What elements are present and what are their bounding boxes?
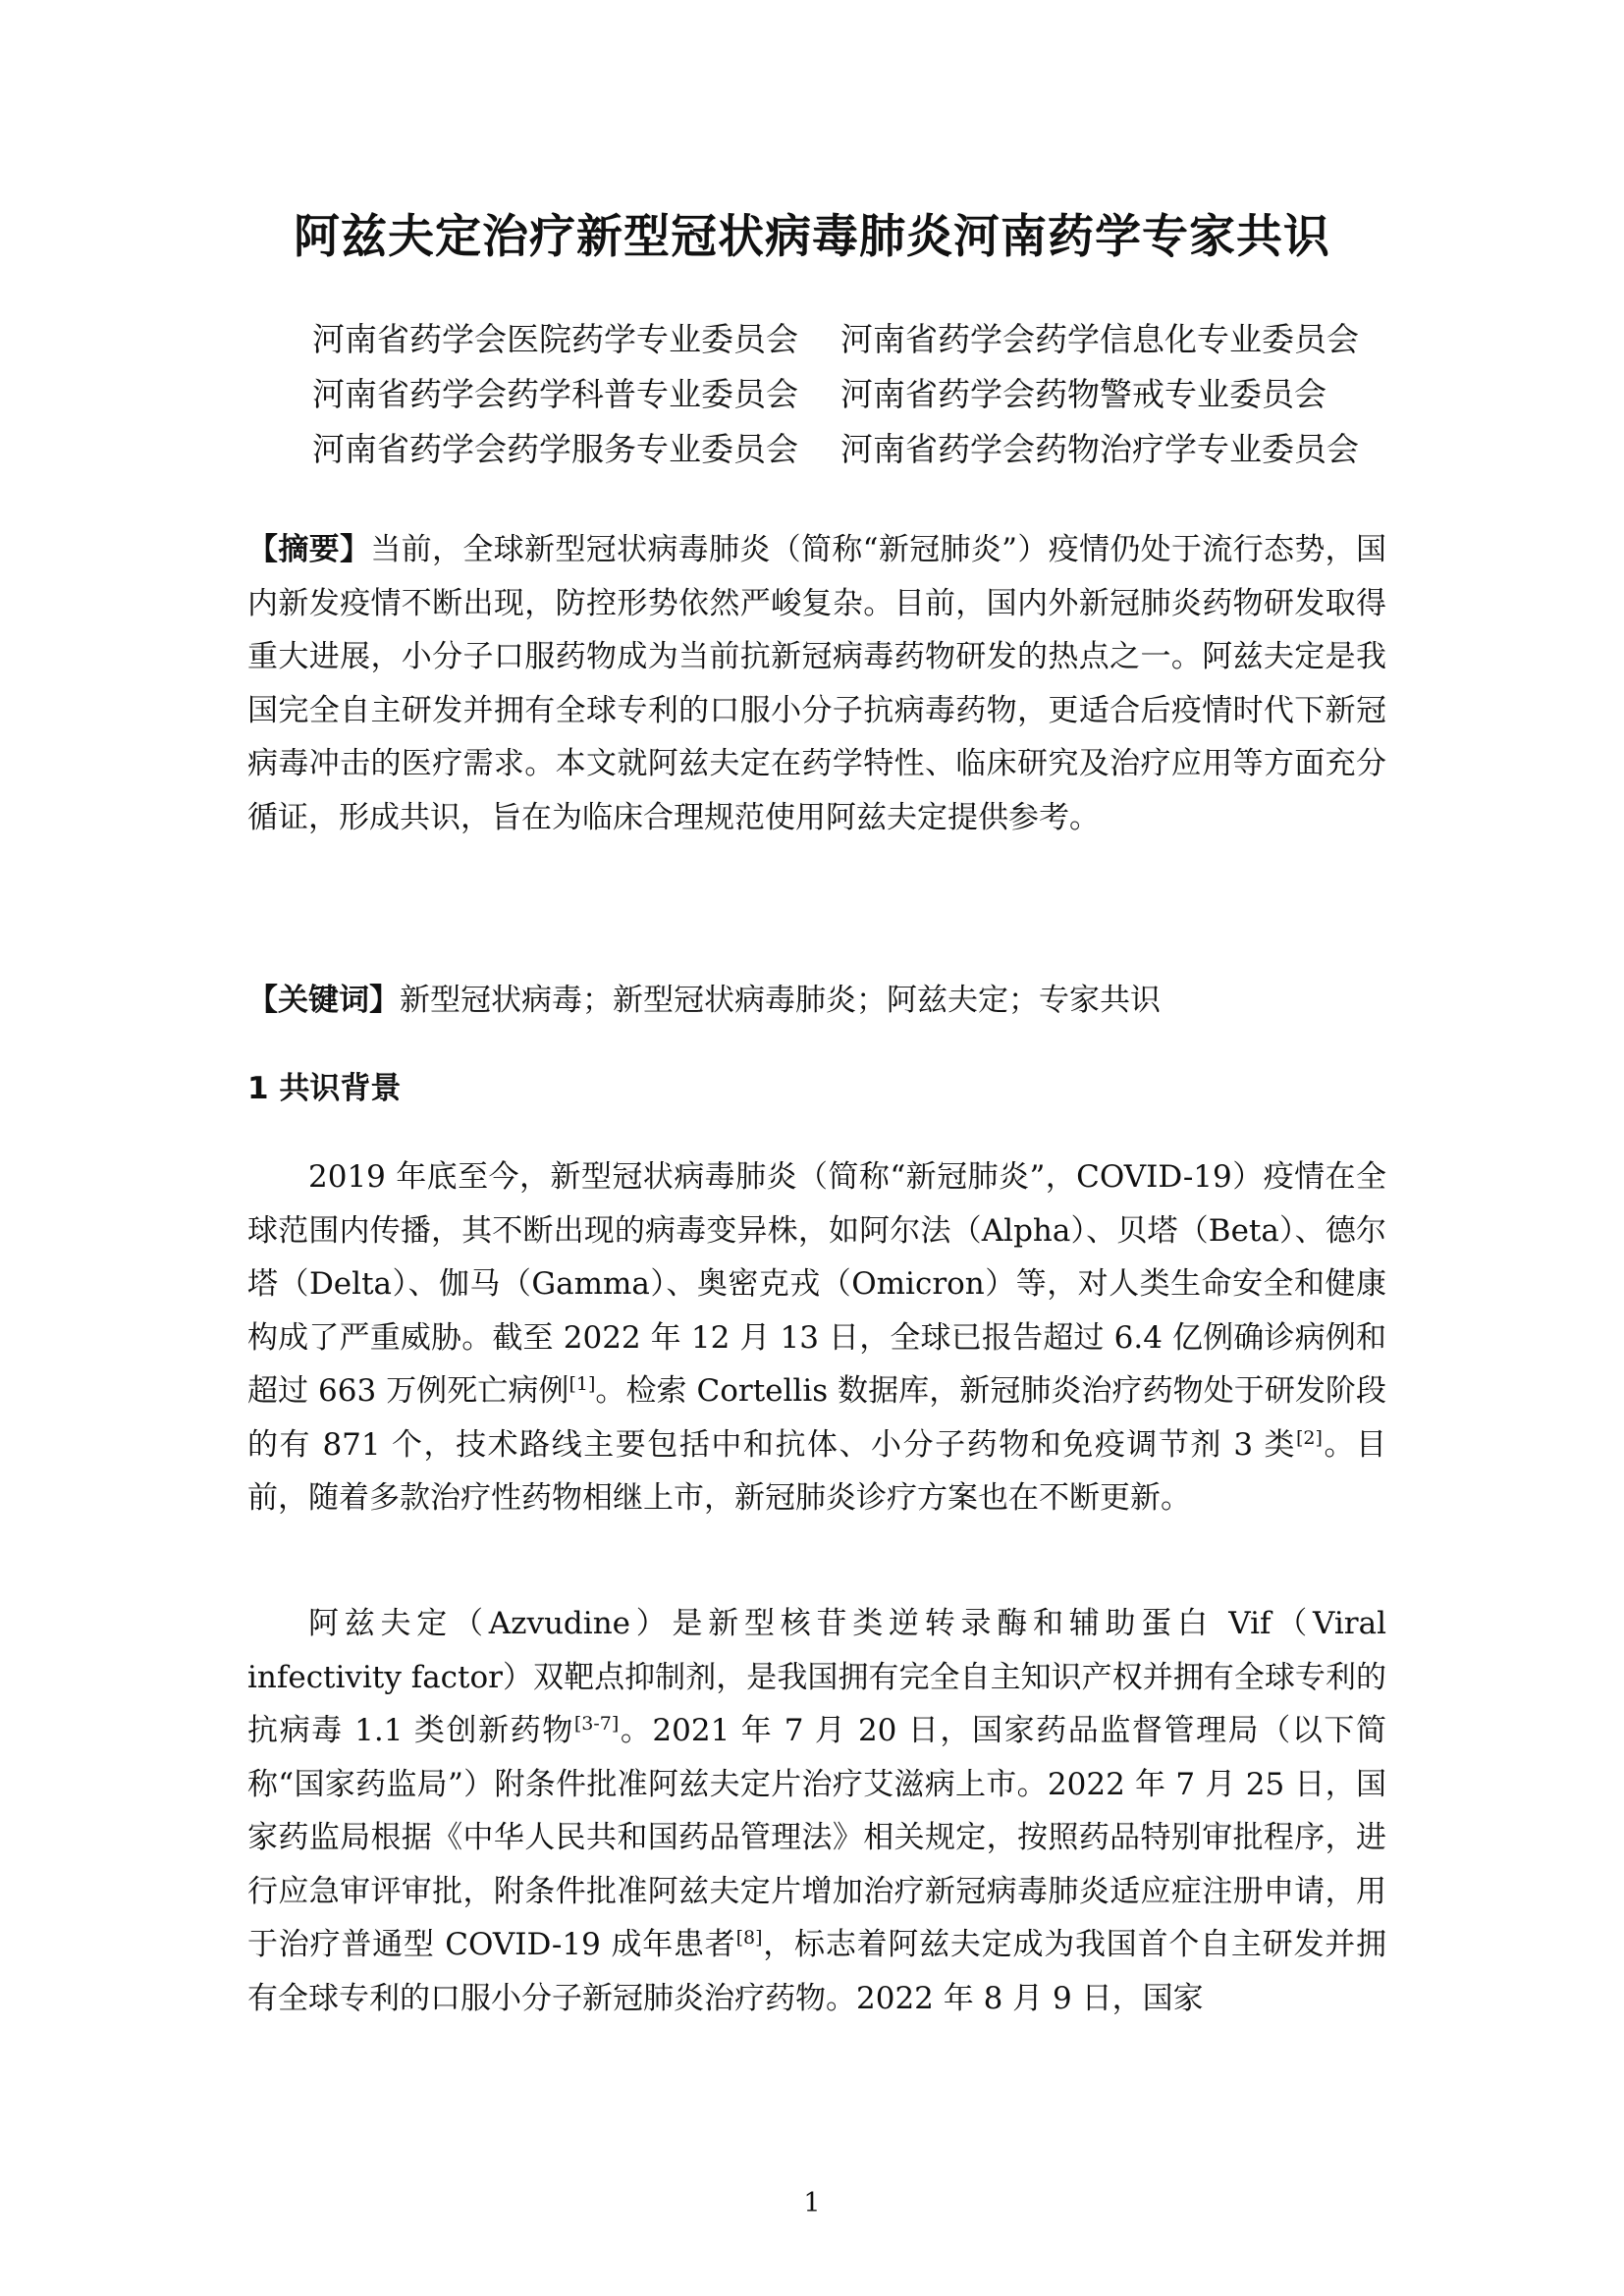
author-row	[312, 312, 1412, 367]
abstract-paragraph	[247, 523, 1386, 844]
author-list	[312, 312, 1412, 477]
author-committee: 河南省药学会药学服务专业委员会	[312, 430, 798, 468]
keywords-paragraph	[247, 974, 1386, 1028]
paragraph-text: 。2021 年 7 月 20 日，国家药品监督管理局（以下简称“国家药监局”）附条件批准阿兹夫定片治疗艾滋病上市。2022 年 7 月 25 日，国家药监局根据《中华人民共和国药品管理法》相关规定，按照药品特别审批程序，进行应急审评审批，附条件批准阿兹夫定片增加治疗新冠病毒肺炎适应症注册申请，用于治疗普通型 COVID-19 成年患者	[247, 1713, 1386, 1962]
citation-ref: [8]	[735, 1927, 763, 1949]
citation-ref: [1]	[568, 1373, 596, 1395]
body-paragraph	[247, 1150, 1386, 1525]
author-committee: 河南省药学会药学信息化专业委员会	[840, 320, 1359, 358]
keywords-label: 【关键词】	[247, 983, 400, 1018]
abstract-label: 【摘要】	[247, 532, 371, 567]
author-committee: 河南省药学会药物治疗学专业委员会	[840, 430, 1359, 468]
section-heading: 1 共识背景	[247, 1071, 402, 1106]
keywords-text: 新型冠状病毒；新型冠状病毒肺炎；阿兹夫定；专家共识	[400, 983, 1161, 1018]
paragraph-text: 阿兹夫定（Azvudine）是新型核苷类逆转录酶和辅助蛋白 Vif（Viral infectivity factor）双靶点抑制剂，是我国拥有完全自主知识产权并拥有全球专利的抗病毒 1.1 类创新药物	[247, 1606, 1386, 1748]
citation-ref: [3-7]	[573, 1713, 620, 1735]
abstract-text: 当前，全球新型冠状病毒肺炎（简称“新冠肺炎”）疫情仍处于流行态势，国内新发疫情不断出现，防控形势依然严峻复杂。目前，国内外新冠肺炎药物研发取得重大进展，小分子口服药物成为当前抗新冠病毒药物研发的热点之一。阿兹夫定是我国完全自主研发并拥有全球专利的口服小分子抗病毒药物，更适合后疫情时代下新冠病毒冲击的医疗需求。本文就阿兹夫定在药学特性、临床研究及治疗应用等方面充分循证，形成共识，旨在为临床合理规范使用阿兹夫定提供参考。	[247, 532, 1387, 835]
body-paragraph	[247, 1597, 1386, 2025]
document-title: 阿兹夫定治疗新型冠状病毒肺炎河南药学专家共识	[294, 210, 1330, 264]
author-row	[312, 367, 1412, 422]
author-committee: 河南省药学会医院药学专业委员会	[312, 320, 798, 358]
author-committee: 河南省药学会药物警戒专业委员会	[840, 375, 1326, 413]
author-committee: 河南省药学会药学科普专业委员会	[312, 375, 798, 413]
page-number: 1	[803, 2188, 821, 2218]
paragraph-text: 。检索 Cortellis 数据库，新冠肺炎治疗药物处于研发阶段的有 871 个，技术路线主要包括中和抗体、小分子药物和免疫调节剂 3 类	[247, 1373, 1386, 1463]
citation-ref: [2]	[1296, 1426, 1323, 1449]
paragraph-text: 2019 年底至今，新型冠状病毒肺炎（简称“新冠肺炎”，COVID-19）疫情在全球范围内传播，其不断出现的病毒变异株，如阿尔法（Alpha）、贝塔（Beta）、德尔塔（Delta）、伽马（Gamma）、奥密克戎（Omicron）等，对人类生命安全和健康构成了严重威胁。截至 2022 年 12 月 13 日，全球已报告超过 6.4 亿例确诊病例和超过 663 万例死亡病例	[247, 1159, 1386, 1409]
author-row	[312, 422, 1412, 477]
paragraph-text: 。目前，随着多款治疗性药物相继上市，新冠肺炎诊疗方案也在不断更新。	[247, 1426, 1386, 1516]
paragraph-text: ，标志着阿兹夫定成为我国首个自主研发并拥有全球专利的口服小分子新冠肺炎治疗药物。2022 年 8 月 9 日，国家	[247, 1927, 1386, 2016]
